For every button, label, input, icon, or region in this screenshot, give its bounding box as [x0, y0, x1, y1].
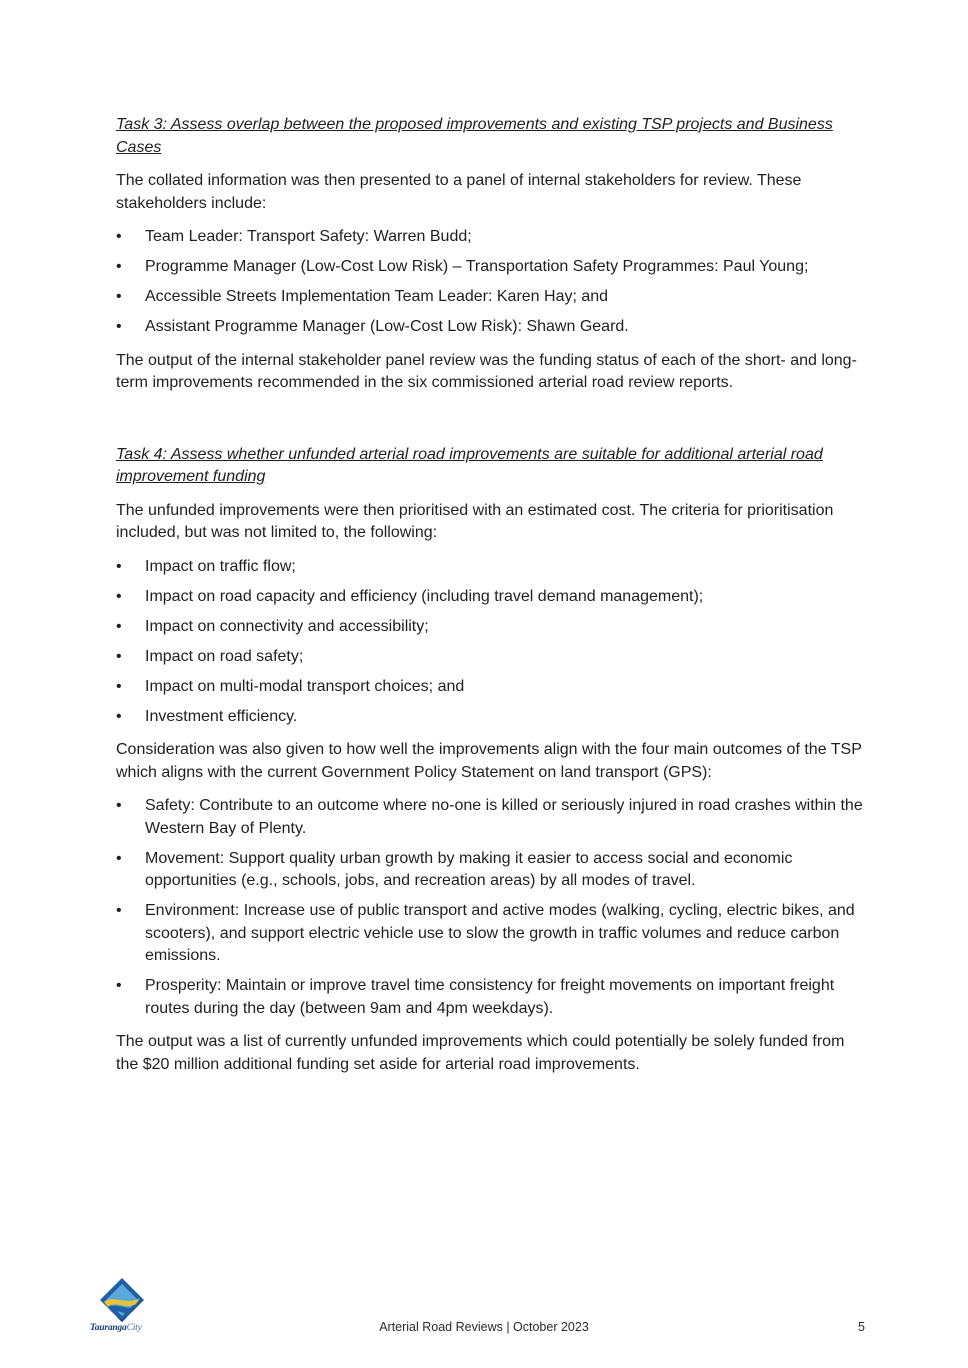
list-item: • Impact on road safety; [116, 646, 868, 669]
list-item: • Impact on multi-modal transport choices; and [116, 676, 868, 699]
task4-consideration: Consideration was also given to how well the improvements align with the four main outcomes of the TSP which aligns with the current Government Policy Statement on land transport (GPS): [116, 741, 862, 781]
list-item: • Movement: Support quality urban growth by making it easier to access social and economic opportunities (e.g., schools, jobs, and recreation areas) by all modes of travel. [116, 849, 793, 889]
footer-title: Arterial Road Reviews | October 2023 [379, 1320, 589, 1334]
bullet-icon: • [116, 288, 122, 305]
criteria-list [116, 556, 868, 729]
task3-intro: The collated information was then presented to a panel of internal stakeholders for review. These stakeholders include: [116, 172, 802, 212]
list-item: • Impact on connectivity and accessibility; [116, 616, 868, 639]
stakeholder-list [116, 226, 868, 339]
task3-output: The output of the internal stakeholder panel review was the funding status of each of the short- and long-term improvements recommended in the six commissioned arterial road review reports. [116, 351, 857, 391]
bullet-icon: • [116, 977, 122, 994]
outcomes-list [116, 795, 868, 1020]
list-item: • Assistant Programme Manager (Low-Cost Low Risk): Shawn Geard. [116, 316, 868, 339]
task4-intro: The unfunded improvements were then prioritised with an estimated cost. The criteria for prioritisation included, but was not limited to, the following: [116, 501, 834, 541]
bullet-icon: • [116, 318, 122, 335]
bullet-icon: • [116, 258, 122, 275]
section-spacer [116, 406, 868, 444]
bullet-icon: • [116, 849, 122, 867]
bullet-icon: • [116, 707, 122, 725]
page-number: 5 [858, 1320, 865, 1334]
task4-output: The output was a list of currently unfunded improvements which could potentially be solely funded from the $20 million additional funding set aside for arterial road improvements. [116, 1033, 845, 1073]
task3-heading: Task 3: Assess overlap between the proposed improvements and existing TSP projects and Business Cases [116, 116, 833, 156]
bullet-icon: • [116, 587, 122, 605]
list-item: • Investment efficiency. [116, 706, 868, 729]
logo-wordmark: TaurangaCity [90, 1323, 142, 1333]
bullet-icon: • [116, 797, 122, 814]
list-item: • Accessible Streets Implementation Team Leader: Karen Hay; and [116, 286, 868, 309]
bullet-icon: • [116, 617, 122, 635]
list-item: • Team Leader: Transport Safety: Warren Budd; [116, 226, 868, 249]
list-item: • Environment: Increase use of public transport and active modes (walking, cycling, electric bikes, and scooters), and support electric vehicle use to slow the growth in traffic volumes and reduce carbon emissions. [116, 902, 855, 964]
list-item: • Impact on traffic flow; [116, 556, 868, 579]
page-content [116, 114, 868, 1087]
list-item: • Prosperity: Maintain or improve travel time consistency for freight movements on important freight routes during the day (between 9am and 4pm weekdays). [116, 977, 835, 1017]
list-item: • Impact on road capacity and efficiency (including travel demand management); [116, 586, 868, 609]
task4-heading: Task 4: Assess whether unfunded arterial road improvements are suitable for additional arterial road improvement funding [116, 445, 823, 485]
bullet-icon: • [116, 557, 122, 575]
bullet-icon: • [116, 677, 122, 695]
bullet-icon: • [116, 647, 122, 665]
bullet-icon: • [116, 228, 122, 245]
list-item: • Programme Manager (Low-Cost Low Risk) – Transportation Safety Programmes: Paul Young; [116, 256, 868, 279]
bullet-icon: • [116, 902, 122, 919]
list-item: • Safety: Contribute to an outcome where no-one is killed or seriously injured in road crashes within the Western Bay of Plenty. [116, 797, 863, 837]
